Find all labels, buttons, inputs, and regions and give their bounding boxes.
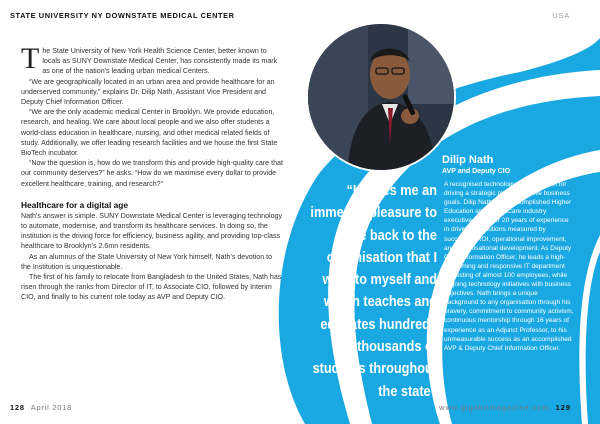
profile-role: AVP and Deputy CIO — [442, 168, 511, 175]
article-paragraph-1 — [21, 42, 283, 77]
website-link[interactable]: www.gigabitmagazine.com — [439, 403, 550, 412]
profile-name: Dilip Nath — [442, 154, 494, 166]
header-title: STATE UNIVERSITY NY DOWNSTATE MEDICAL CENTER — [10, 11, 235, 20]
issue-date: April 2018 — [30, 403, 73, 412]
section-paragraph-3: The first of his family to relocate from Bangladesh to the United States, Nath has risen through the ranks from Director of IT, to Associate CIO, followed by Interim CIO, and finally to his current role today as AVP and Deputy CIO. — [21, 273, 282, 302]
section-paragraph-2: As an alumnus of the State University of New York himself, Nath's devotion to the Institution is unquestionable. — [21, 252, 273, 271]
article-body — [21, 42, 283, 303]
article-paragraph-2: “We are geographically located in an urban area and provide healthcare for an underserved community,” explains Dr. Dilip Nath, Assistant Vice President and Deputy Chief Information Officer. — [21, 77, 275, 107]
drop-cap: T — [21, 42, 40, 75]
section-paragraph-1: Nath's answer is simple. SUNY Downstate Medical Center is leveraging technology to automate, modernise, and transform its healthcare services. In doing so, the institution is the driving force for efficiency, business agility, and providing top-class healthcare to Brooklyn's 2.6mn residents. — [21, 211, 283, 251]
profile-photo — [306, 22, 456, 172]
footer-left — [10, 403, 72, 412]
pull-quote: “It gives me an immense pleasure to give back to the organisation that I went to myself and which teaches and educates hundreds of thousands of students throughout the state” — [310, 183, 437, 400]
section-heading: Healthcare for a digital age — [21, 199, 129, 210]
portrait-illustration — [308, 24, 454, 170]
article-paragraph-3: “We are the only academic medical Center in Brooklyn. We provide education, research, and healing. We care about local people and we also offer students a world-class education in healthcare, nursing, and other medical related fields of study. Additionally, we offer leading research facilities and we house the first State BioTech incubator. — [21, 108, 278, 158]
header-country: USA — [552, 11, 570, 20]
right-page-number: 129 — [555, 403, 571, 412]
article-paragraph-1-text: he State University of New York Health Science Center, better known to locals as SUNY Downstate Medical Center, has consistently made its mark as one of the nation's leading urban medical Centers. — [42, 47, 278, 76]
left-page-number: 128 — [10, 403, 25, 412]
profile-bio: A recognised technology leader known for driving a strategic plan to achieve business goals. Dilip Nath is an accomplished Higher Education and HealthCare industry executive with over 20 years of experience in driving IT solutions measured by successful ROI, operational improvement, and organisational development. As Deputy Chief Information Officer, he leads a high-performing and responsive IT department consisting of almost 100 employees, while aligning technology initiatives with business objectives. Nath brings a unique background to any organisation through his bravery, commitment to community activism, continuous mentorship through 16 years of experience as an Adjunct Professor, to his unmeasurable success as an accomplished AVP & Deputy Chief Information Officer. — [444, 181, 574, 352]
footer-right — [439, 403, 571, 412]
article-paragraph-4: “Now the question is, how do we transform this and provide high-quality care that our community deserves?” he asks. “How do we maximise every dollar to provide excellent healthcare, training, and research?” — [21, 159, 283, 188]
